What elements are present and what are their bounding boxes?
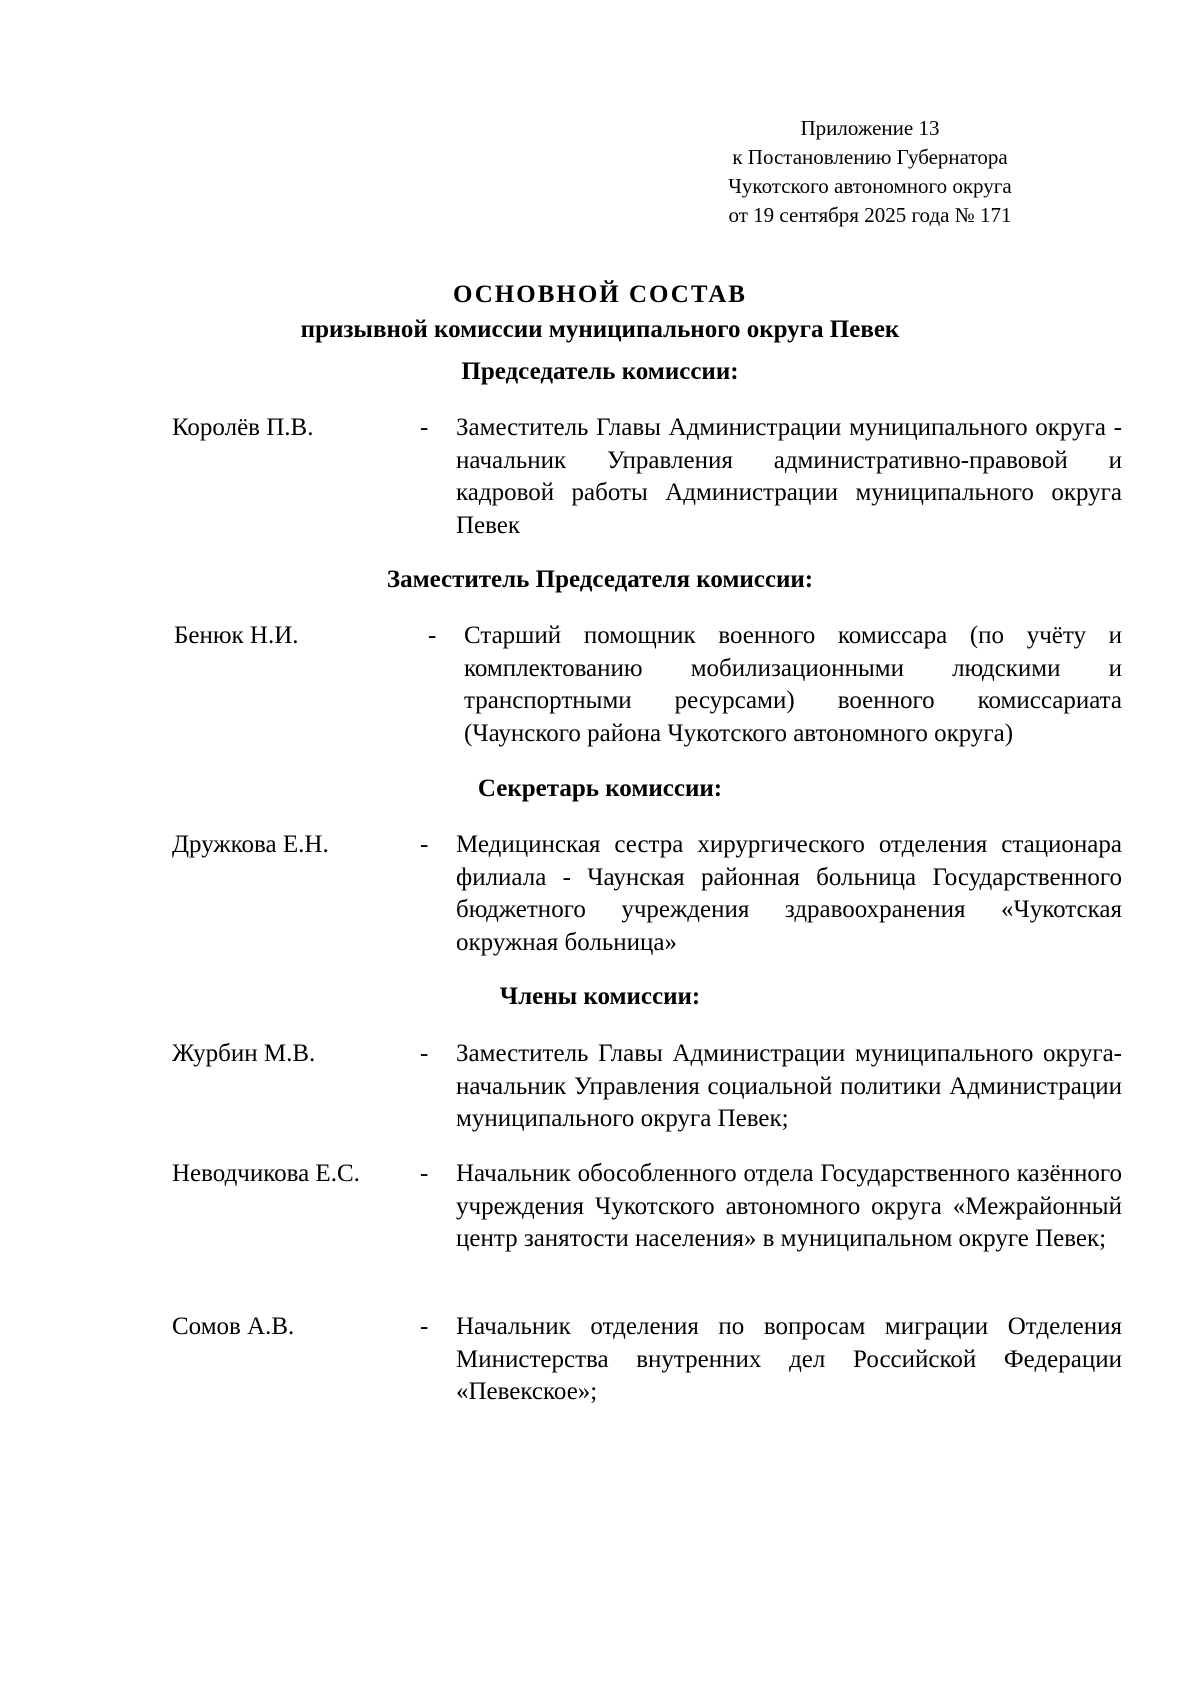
member-dash: - xyxy=(420,1313,429,1340)
document-title: ОСНОВНОЙ СОСТАВ xyxy=(453,281,747,308)
member-role: Заместитель Главы Администрации муниципального округа - начальник Управления административно-правовой и кадровой работы Администрации муниципального округа Певек xyxy=(456,414,1122,539)
member-dash: - xyxy=(420,414,429,441)
section-heading-deputy: Заместитель Председателя комиссии: xyxy=(386,566,814,593)
member-name: Королёв П.В. xyxy=(172,414,314,441)
member-dash: - xyxy=(420,1160,429,1187)
document-subtitle: призывной комиссии муниципального округа Певек xyxy=(300,316,900,343)
member-role: Медицинская сестра хирургического отделения стационара филиала - Чаунская районная больница Государственного бюджетного учреждения здравоохранения «Чукотская окружная больница» xyxy=(456,831,1122,956)
appendix-reference xyxy=(670,114,1070,230)
member-role: Начальник обособленного отдела Государственного казённого учреждения Чукотского автономного округа «Межрайонный центр занятости населения» в муниципальном округе Певек; xyxy=(456,1160,1122,1252)
member-name: Дружкова Е.Н. xyxy=(172,831,329,858)
member-dash: - xyxy=(420,1040,429,1067)
member-name: Журбин М.В. xyxy=(172,1040,316,1067)
member-role: Старший помощник военного комиссара (по учёту и комплектованию мобилизационными людскими и транспортными ресурсами) военного комиссариата (Чаунского района Чукотского автономного округа) xyxy=(464,622,1122,747)
member-name: Неводчикова Е.С. xyxy=(172,1160,360,1187)
member-role: Начальник отделения по вопросам миграции Отделения Министерства внутренних дел Российской Федерации «Певекское»; xyxy=(456,1313,1122,1405)
member-name: Бенюк Н.И. xyxy=(174,622,299,649)
appendix-date-number: от 19 сентября 2025 года № 171 xyxy=(728,203,1012,227)
appendix-number: Приложение 13 xyxy=(800,116,940,140)
appendix-resolution-ref: к Постановлению Губернатора xyxy=(732,145,1008,169)
section-heading-chairman: Председатель комиссии: xyxy=(461,358,739,385)
section-heading-secretary: Секретарь комиссии: xyxy=(477,775,723,802)
member-dash: - xyxy=(428,622,437,649)
appendix-region: Чукотского автономного округа xyxy=(728,174,1012,198)
section-heading-members: Члены комиссии: xyxy=(499,983,701,1010)
member-dash: - xyxy=(420,831,429,858)
member-role: Заместитель Главы Администрации муниципального округа- начальник Управления социальной политики Администрации муниципального округа Певек; xyxy=(456,1040,1122,1132)
member-name: Сомов А.В. xyxy=(172,1313,295,1340)
